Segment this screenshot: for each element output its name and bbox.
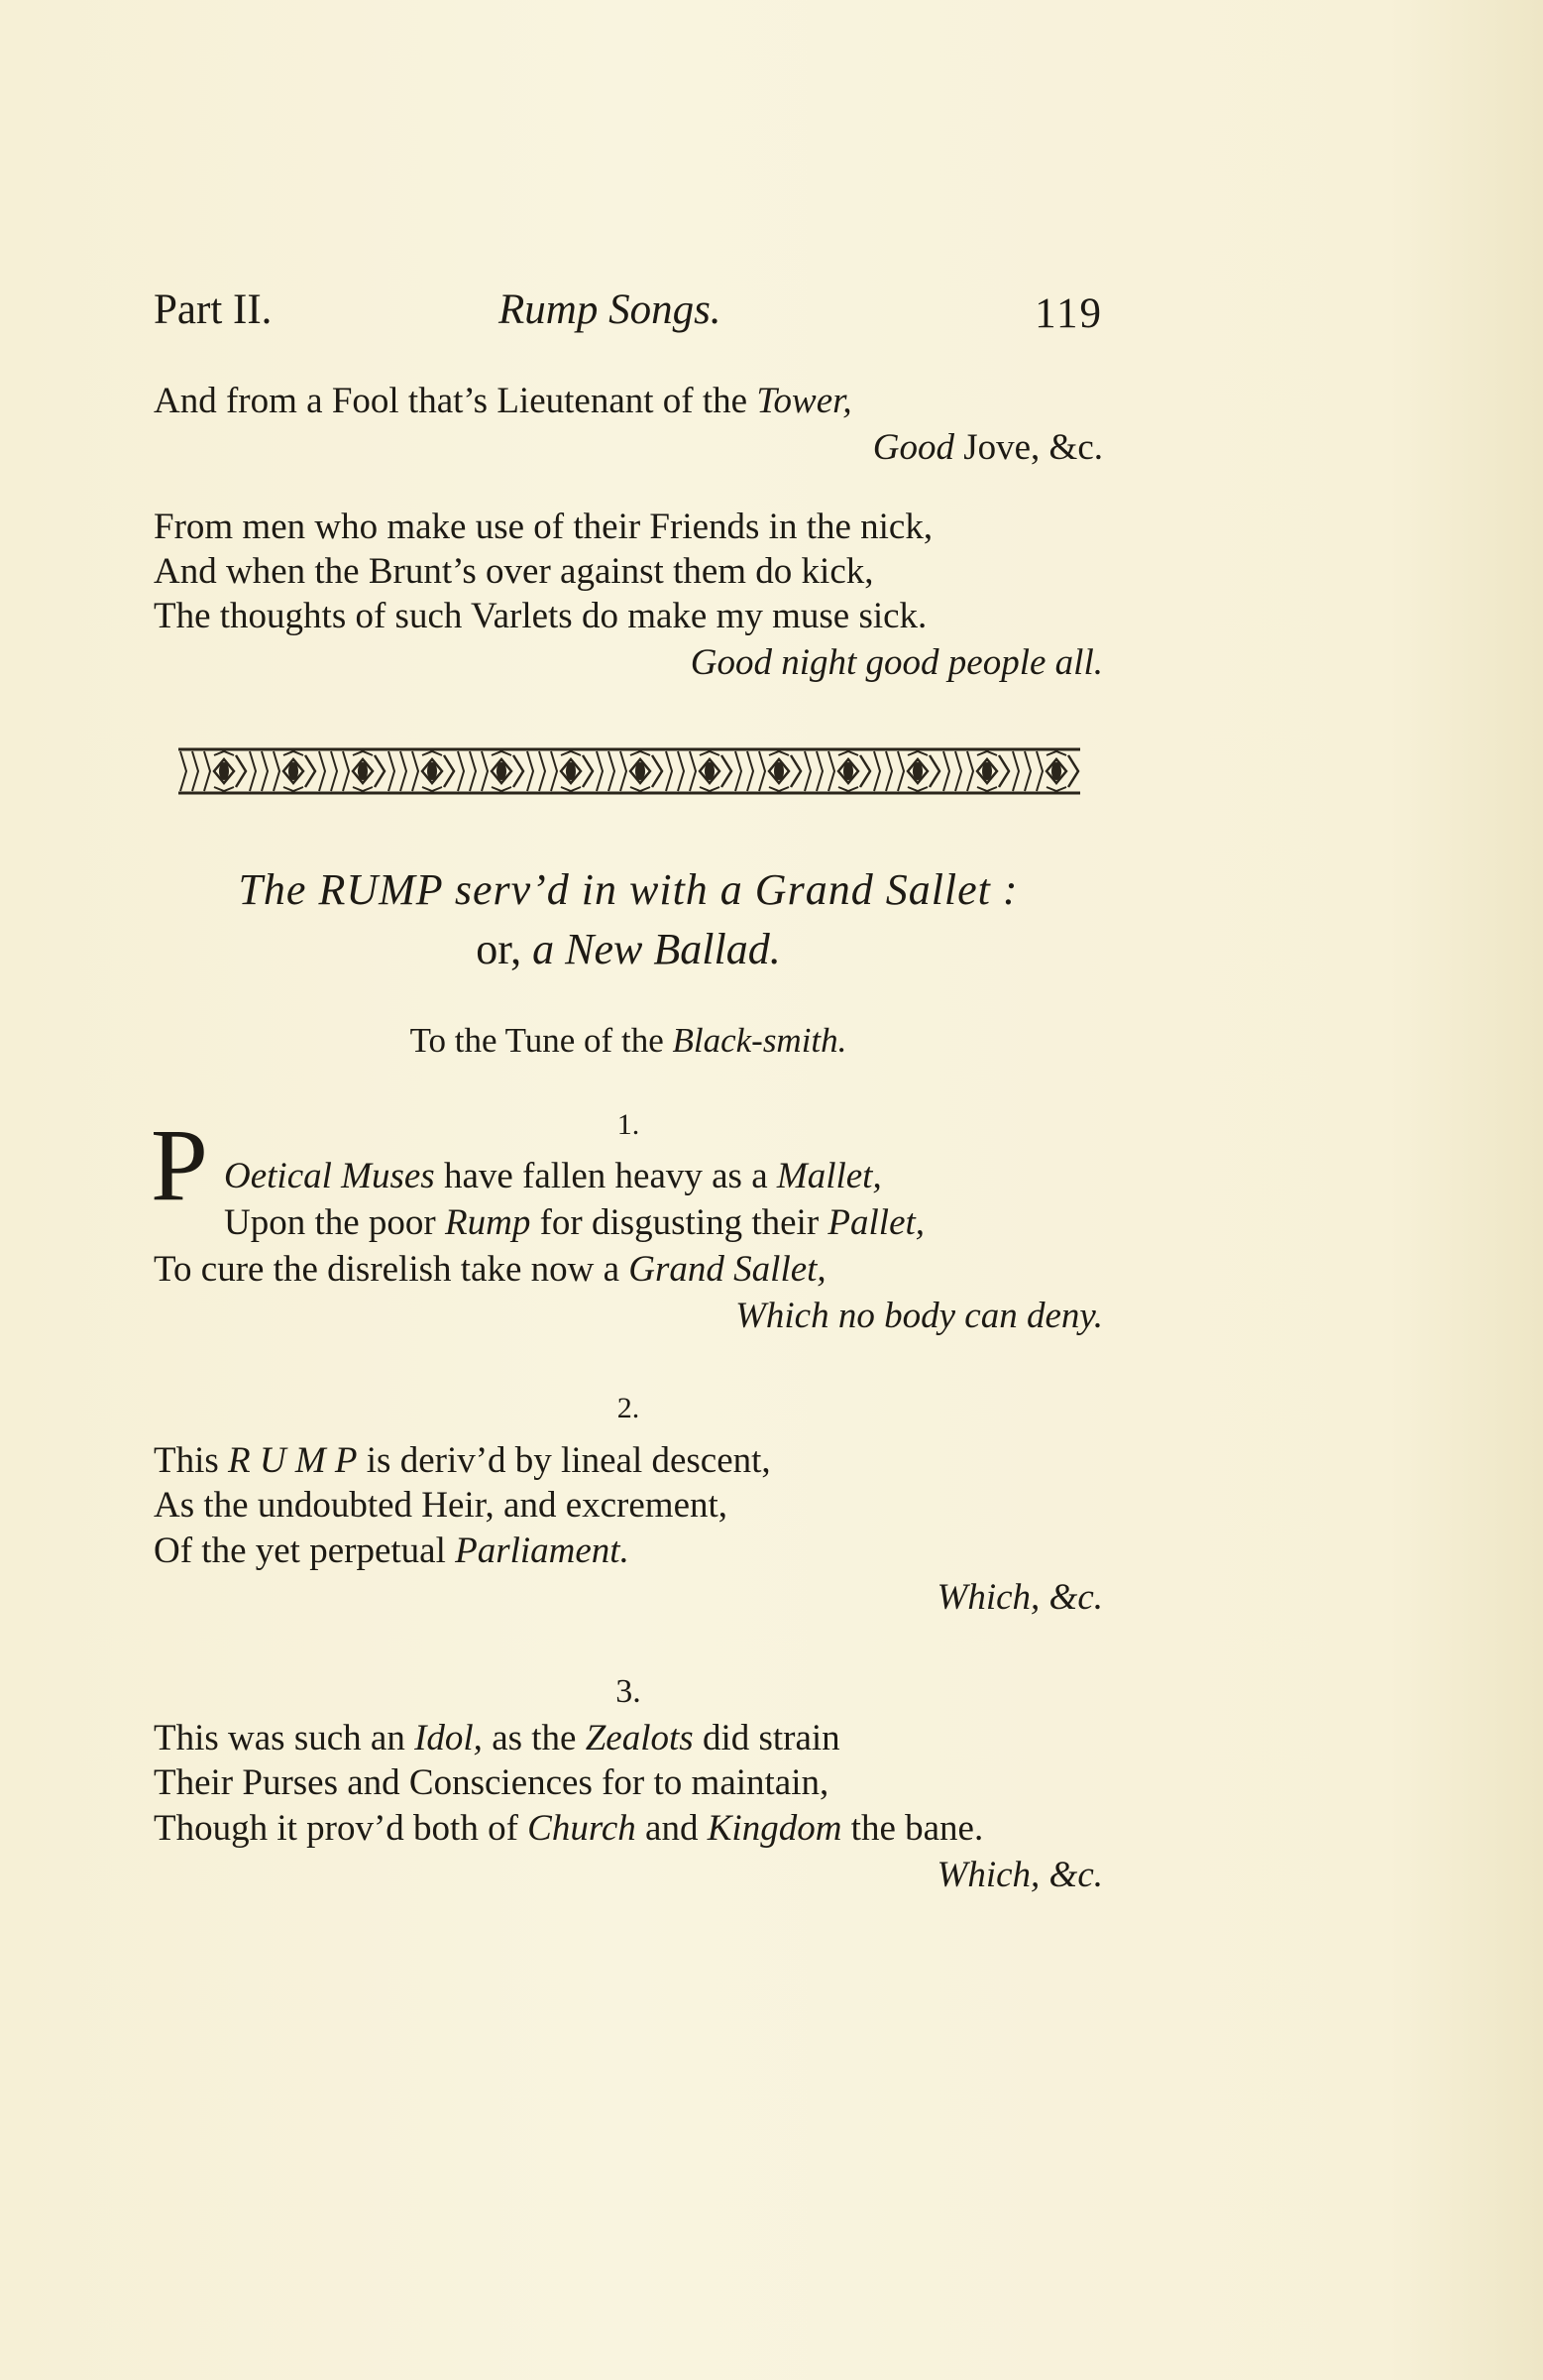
part-label: Part II. <box>154 286 273 333</box>
stanza-number: 3. <box>615 1673 641 1710</box>
verse-line: Though it prov’d both of Church and Kingdom the bane. <box>154 1808 984 1849</box>
tune-line: To the Tune of the Black-smith. <box>409 1021 847 1060</box>
verse-refrain: Good Jove, &c. <box>872 427 1103 468</box>
verse-line: This R U M P is deriv’d by lineal descent, <box>154 1440 771 1481</box>
verse-line: As the undoubted Heir, and excrement, <box>154 1485 728 1526</box>
running-header <box>154 285 1103 345</box>
verse-line: To cure the disrelish take now a Grand Sallet, <box>154 1249 827 1290</box>
verse-line: And from a Fool that’s Lieutenant of the Tower, <box>154 381 852 421</box>
verse-line: The thoughts of such Varlets do make my muse sick. <box>154 596 928 636</box>
page-number: 119 <box>1035 290 1103 337</box>
verse-refrain: Good night good people all. <box>690 642 1103 683</box>
song-title: The RUMP serv’d in with a Grand Sallet : <box>238 865 1019 914</box>
running-title: Rump Songs. <box>498 286 721 333</box>
verse-refrain: Which no body can deny. <box>735 1296 1103 1336</box>
verse-line: Upon the poor Rump for disgusting their Pallet, <box>224 1202 926 1243</box>
verse-line: Of the yet perpetual Parliament. <box>154 1530 629 1571</box>
verse-line: This was such an Idol, as the Zealots did strain <box>154 1718 840 1758</box>
stanza-number: 2. <box>616 1392 640 1424</box>
verse-line: And when the Brunt’s over against them do kick, <box>154 551 874 592</box>
verse-line: From men who make use of their Friends in the nick, <box>154 507 934 547</box>
verse-refrain: Which, &c. <box>937 1855 1103 1895</box>
verse-refrain: Which, &c. <box>937 1577 1103 1618</box>
verse-line: Their Purses and Consciences for to maintain, <box>154 1762 829 1803</box>
verse-line: Oetical Muses have fallen heavy as a Mallet, <box>224 1156 882 1196</box>
ornament-band <box>178 745 1080 797</box>
drop-cap: P <box>151 1108 208 1222</box>
stanza-number: 1. <box>616 1108 640 1141</box>
song-subtitle: or, a New Ballad. <box>476 925 781 973</box>
